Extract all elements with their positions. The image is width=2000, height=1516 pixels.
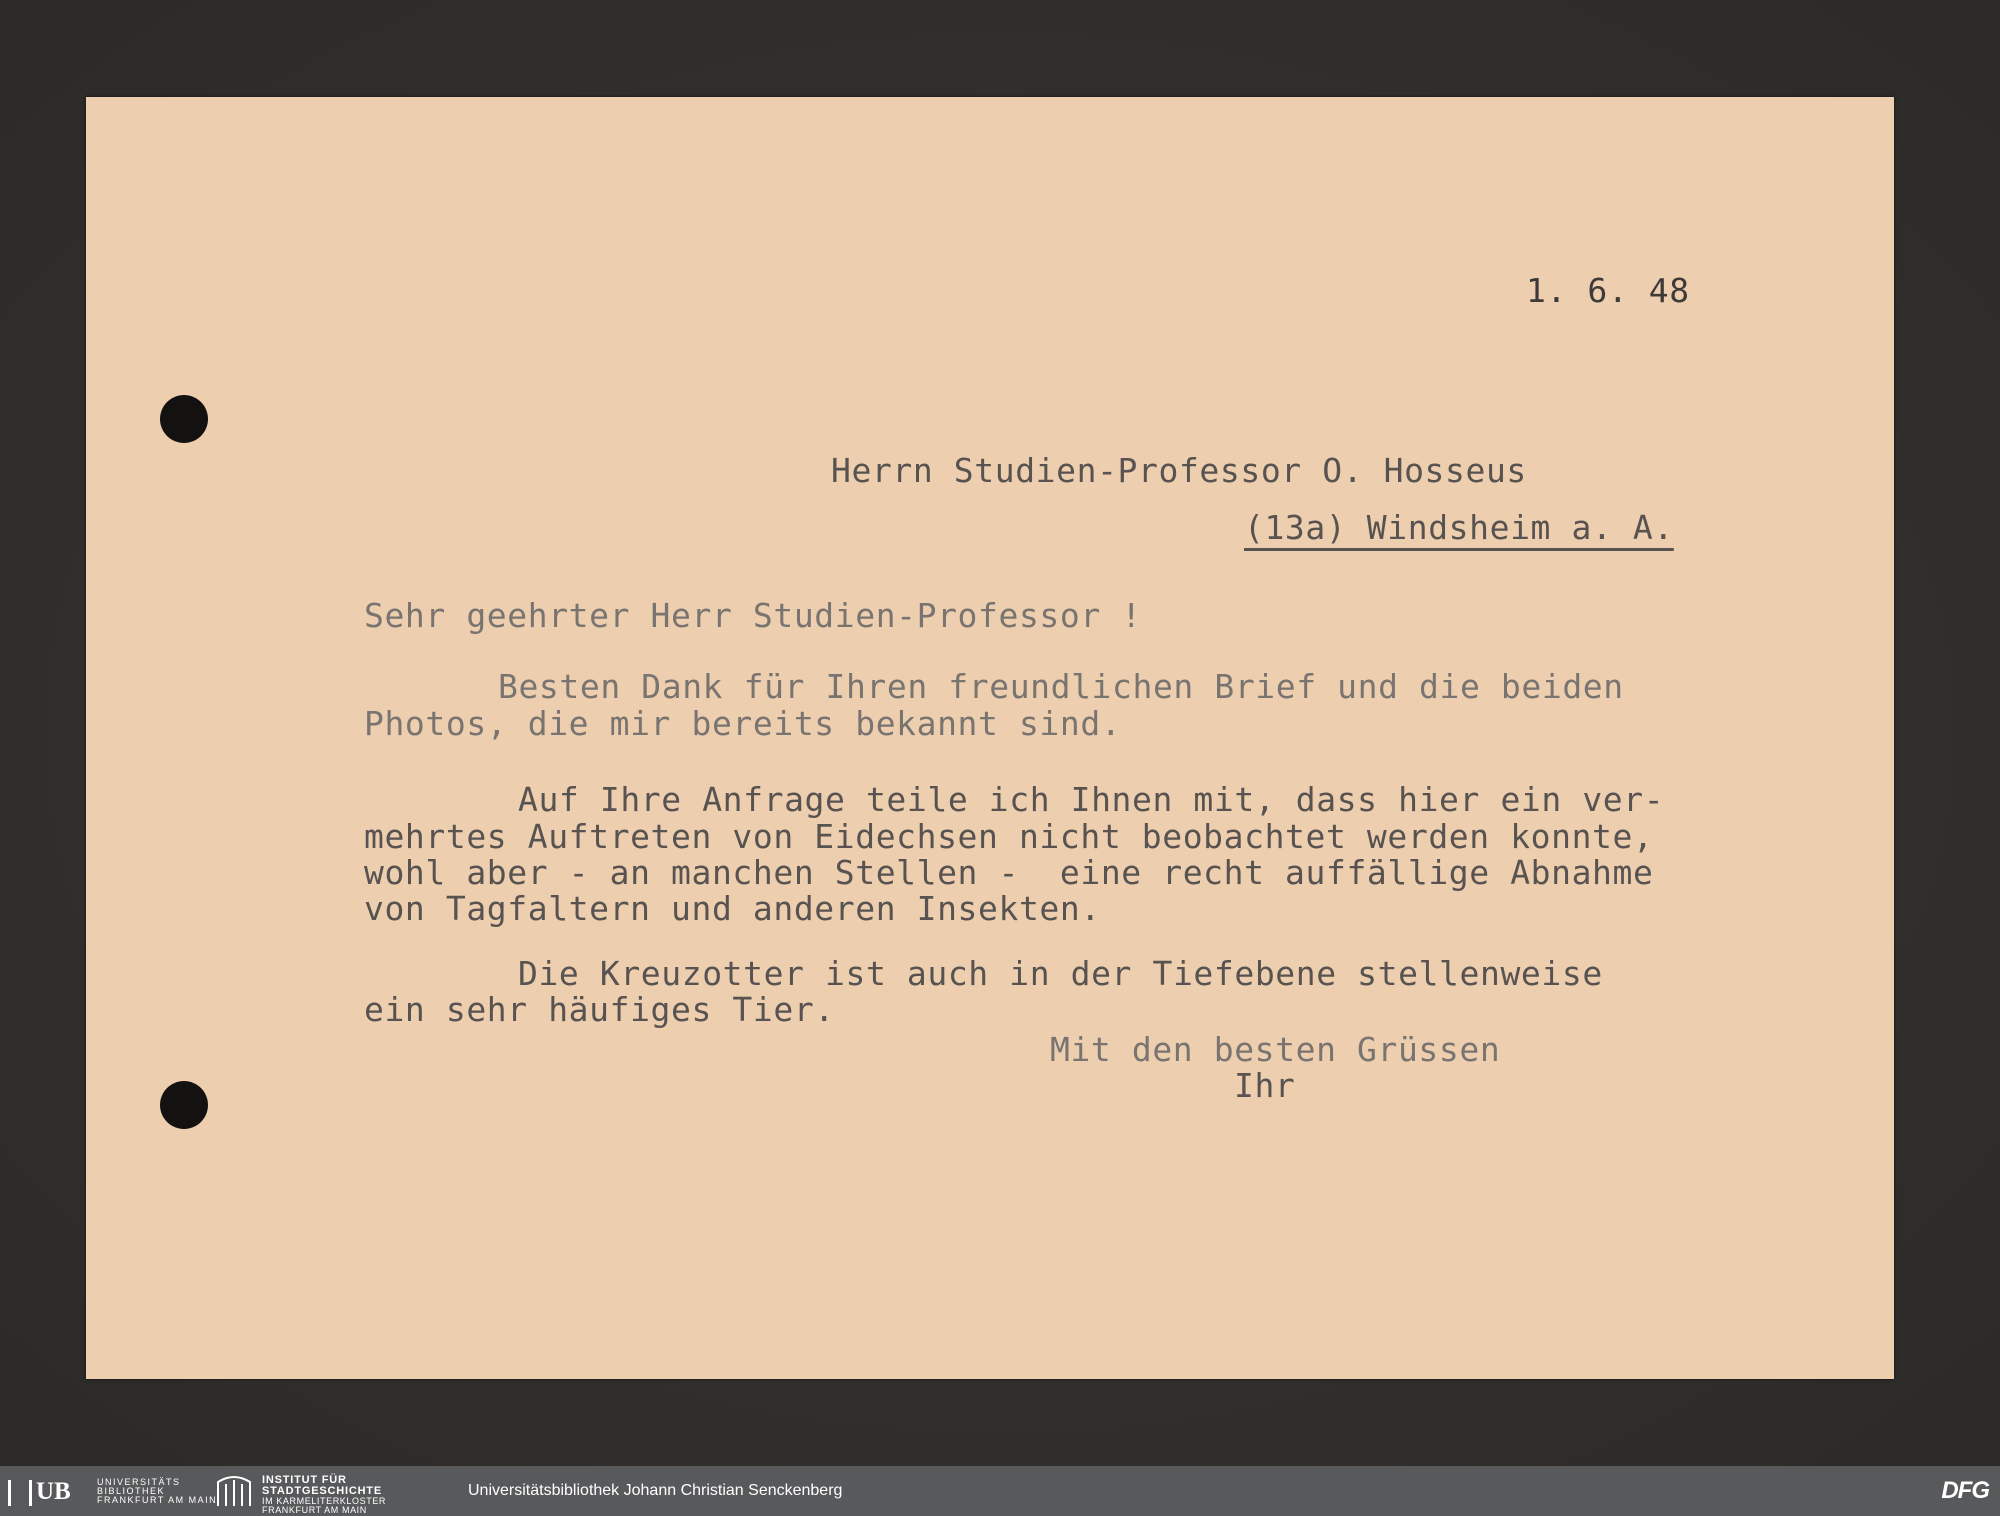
punch-hole-bottom <box>160 1081 208 1129</box>
ub-logo-icon <box>8 1477 88 1507</box>
isg-logo-text <box>262 1475 386 1515</box>
letter-date: 1. 6. 48 <box>1526 271 1690 310</box>
signature-line: Ihr <box>1234 1066 1296 1105</box>
paragraph-2-line: mehrtes Auftreten von Eidechsen nicht beobachtet werden konnte, <box>364 817 1654 856</box>
closing-line: Mit den besten Grüssen <box>1050 1030 1501 1069</box>
dfg-logo: DFG <box>1941 1477 1989 1504</box>
footer-bar <box>0 1466 2000 1516</box>
isg-logo-line: IM KARMELITERKLOSTER <box>262 1496 387 1506</box>
ub-logo-line: FRANKFURT AM MAIN <box>97 1495 218 1505</box>
addressee-line: Herrn Studien-Professor O. Hosseus <box>831 451 1527 490</box>
ub-logo-mark-text: UB <box>36 1478 71 1505</box>
paragraph-3-line: ein sehr häufiges Tier. <box>364 990 835 1029</box>
paragraph-1-line: Photos, die mir bereits bekannt sind. <box>364 704 1122 743</box>
ub-logo-line: UNIVERSITÄTS <box>97 1477 181 1487</box>
punch-hole-top <box>160 395 208 443</box>
library-name: Universitätsbibliothek Johann Christian Senckenberg <box>468 1482 843 1499</box>
isg-logo-line: STADTGESCHICHTE <box>262 1485 382 1497</box>
letter-card <box>86 97 1894 1379</box>
paragraph-2-line: Auf Ihre Anfrage teile ich Ihnen mit, dass hier ein ver- <box>518 780 1665 819</box>
paragraph-1-line: Besten Dank für Ihren freundlichen Brief und die beiden <box>498 667 1624 706</box>
isg-columns-icon <box>214 1474 254 1508</box>
salutation: Sehr geehrter Herr Studien-Professor ! <box>364 596 1142 635</box>
isg-logo-line: INSTITUT FÜR <box>262 1474 347 1486</box>
paragraph-2-line: von Tagfaltern und anderen Insekten. <box>364 889 1101 928</box>
ub-logo-line: BIBLIOTHEK <box>97 1486 166 1496</box>
paragraph-2-line: wohl aber - an manchen Stellen - eine recht auffällige Abnahme <box>364 853 1654 892</box>
paragraph-3-line: Die Kreuzotter ist auch in der Tiefebene stellenweise <box>518 954 1603 993</box>
address-city: (13a) Windsheim a. A. <box>1244 508 1674 547</box>
ub-logo-text <box>97 1477 218 1505</box>
isg-logo-line: FRANKFURT AM MAIN <box>262 1505 367 1515</box>
